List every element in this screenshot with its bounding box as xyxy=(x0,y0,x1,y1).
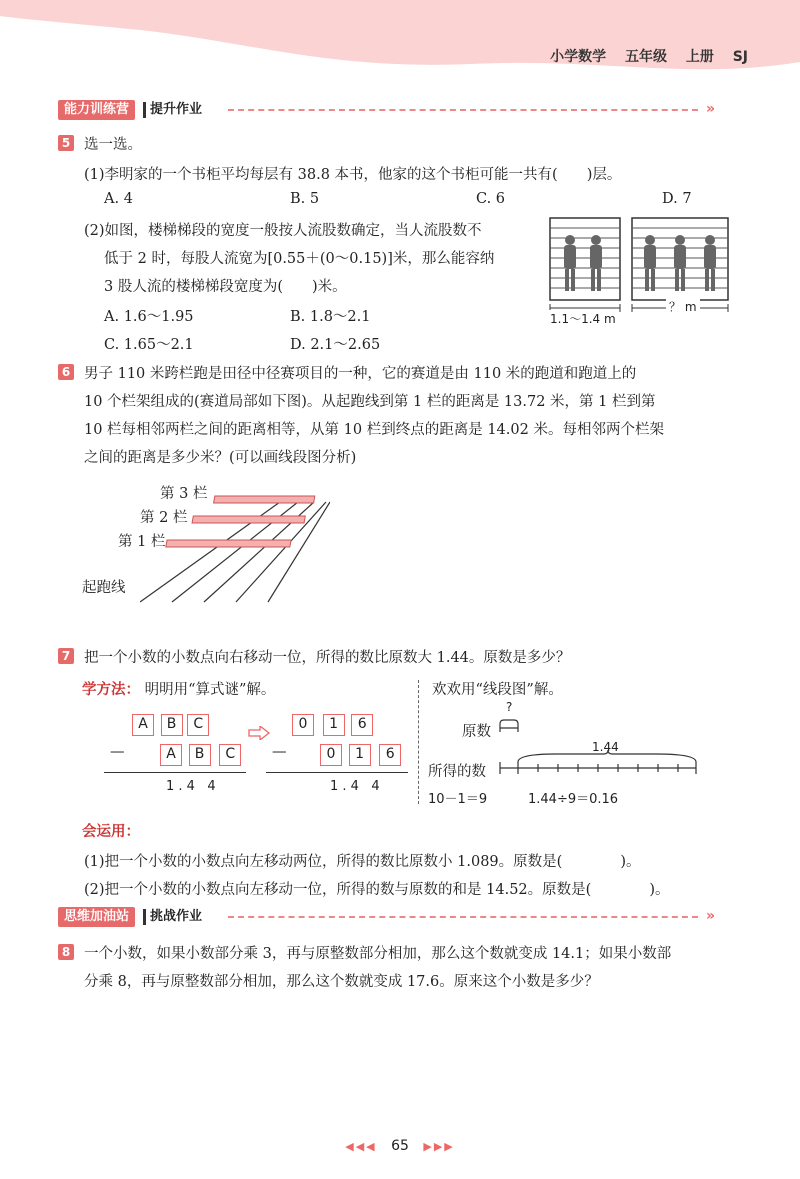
apply-question-2: (2)把一个小数的小数点向左移动一位，所得的数与原数的和是 14.52。原数是( )。 xyxy=(84,882,670,898)
puzzle2-rule xyxy=(266,772,408,773)
option-d: D. 7 xyxy=(662,191,692,207)
start-line-label: 起跑线 xyxy=(82,580,126,596)
left-arrows-icon: ◀◀◀ xyxy=(345,1140,377,1153)
segment-question-mark: ? xyxy=(506,700,513,714)
question-text: 低于 2 时，每股人流宽为[0.55＋(0～0.15)]米，那么能容纳 xyxy=(104,251,495,267)
question-text: 3 股人流的楼梯梯段宽度为( )米。 xyxy=(104,279,347,295)
original-number-label: 原数 xyxy=(462,724,491,740)
puzzle2-minus: — xyxy=(272,744,287,760)
question-text: 男子 110 米跨栏跑是田径中径赛项目的一种，它的赛道是由 110 米的跑道和跑道上的 xyxy=(84,366,637,382)
page-header xyxy=(536,46,748,66)
header-volume: 上册 xyxy=(685,49,714,65)
method-label: 学方法： xyxy=(82,682,140,698)
question-text: (2)如图，楼梯梯段的宽度一般按人流股数确定，当人流股数不 xyxy=(84,223,482,239)
apply-question-1: (1)把一个小数的小数点向左移动两位，所得的数比原数小 1.089。原数是( )。 xyxy=(84,854,641,870)
method-divider xyxy=(418,680,419,804)
banner-tag: 思维加油站 xyxy=(58,907,135,927)
question-text: 一个小数，如果小数部分乘 3，再与原整数部分相加，那么这个数就变成 14.1；如果小数部 xyxy=(84,946,672,962)
header-subject: 小学数学 xyxy=(550,49,607,65)
page-number: 65 xyxy=(391,1138,409,1154)
digit-box: 1 xyxy=(349,744,371,766)
page-footer xyxy=(0,1138,800,1154)
digit-box: C xyxy=(219,744,241,766)
puzzle1-rule xyxy=(104,772,246,773)
segment-diagram xyxy=(496,714,702,776)
section-banner-thinking xyxy=(58,906,728,928)
banner-dashed-line xyxy=(228,916,698,918)
question-title: 选一选。 xyxy=(84,137,142,153)
question-number: 7 xyxy=(58,648,74,664)
question-number: 6 xyxy=(58,364,74,380)
option-a: A. 4 xyxy=(104,191,133,207)
stair-wide xyxy=(632,218,728,300)
puzzle2-top-row xyxy=(292,714,373,736)
puzzle1-result: 1 . 4 4 xyxy=(166,779,216,794)
equation-1: 10－1＝9 xyxy=(428,792,488,807)
banner-arrows-icon: » xyxy=(706,908,716,924)
method-block xyxy=(82,678,275,699)
banner-subtitle: 挑战作业 xyxy=(143,909,202,925)
right-method-title: 欢欢用“线段图”解。 xyxy=(432,682,563,698)
digit-box: 6 xyxy=(351,714,373,736)
option-c: C. 6 xyxy=(476,191,506,207)
banner-dashed-line xyxy=(228,109,698,111)
hurdle-1-label: 第 1 栏 xyxy=(118,534,166,550)
equation-2: 1.44÷9＝0.16 xyxy=(528,792,619,807)
left-method-title: 明明用“算式谜”解。 xyxy=(144,682,276,698)
puzzle1-top-row xyxy=(132,714,209,736)
option-b: B. 1.8～2.1 xyxy=(290,309,371,325)
option-c: C. 1.65～2.1 xyxy=(104,337,194,353)
question-number: 8 xyxy=(58,944,74,960)
question-text: 分乘 8，再与原整数部分相加，那么这个数就变成 17.6。原来这个小数是多少？ xyxy=(84,974,599,990)
banner-arrows-icon: » xyxy=(706,101,716,117)
apply-label: 会运用： xyxy=(82,824,140,840)
digit-box: A xyxy=(160,744,182,766)
option-a: A. 1.6～1.95 xyxy=(104,309,194,325)
puzzle1-bottom-row xyxy=(160,744,241,766)
difference-label: 1.44 xyxy=(592,740,619,754)
stair-width-label: 1.1～1.4 m xyxy=(550,312,616,326)
digit-box: 1 xyxy=(323,714,345,736)
puzzle1-minus: — xyxy=(110,744,125,760)
question-text: 10 个栏架组成的(赛道局部如下图)。从起跑线到第 1 栏的距离是 13.72 米，第 1 栏到第 xyxy=(84,394,656,410)
result-number-label: 所得的数 xyxy=(428,764,486,780)
stair-narrow xyxy=(550,218,620,300)
banner-tag: 能力训练营 xyxy=(58,100,135,120)
right-arrows-icon: ▶▶▶ xyxy=(423,1140,455,1153)
puzzle2-bottom-row xyxy=(320,744,401,766)
section-banner-ability xyxy=(58,99,728,121)
puzzle2-result: 1 . 4 4 xyxy=(330,779,380,794)
question-text: (1)李明家的一个书柜平均每层有 38.8 本书，他家的这个书柜可能一共有( )层。 xyxy=(84,167,622,183)
hurdle-2-label: 第 2 栏 xyxy=(140,510,188,526)
digit-box: B xyxy=(189,744,211,766)
option-d: D. 2.1～2.65 xyxy=(290,337,381,353)
digit-box: B xyxy=(161,714,183,736)
hurdle-3-label: 第 3 栏 xyxy=(160,486,208,502)
banner-subtitle: 提升作业 xyxy=(143,102,202,118)
digit-box: 0 xyxy=(320,744,342,766)
digit-box: A xyxy=(132,714,154,736)
question-text: 把一个小数的小数点向右移动一位，所得的数比原数大 1.44。原数是多少？ xyxy=(84,650,571,666)
question-text: 10 栏每相邻两栏之间的距离相等，从第 10 栏到终点的距离是 14.02 米。每相邻两个栏架 xyxy=(84,422,664,438)
digit-box: C xyxy=(187,714,209,736)
question-number: 5 xyxy=(58,135,74,151)
stair-unknown-label: ？ m xyxy=(666,298,700,315)
header-edition: SJ xyxy=(732,49,748,65)
digit-box: 6 xyxy=(379,744,401,766)
question-text: 之间的距离是多少米？(可以画线段图分析) xyxy=(84,450,357,466)
header-grade: 五年级 xyxy=(624,49,667,65)
option-b: B. 5 xyxy=(290,191,320,207)
digit-box: 0 xyxy=(292,714,314,736)
right-arrow-icon xyxy=(248,726,270,740)
